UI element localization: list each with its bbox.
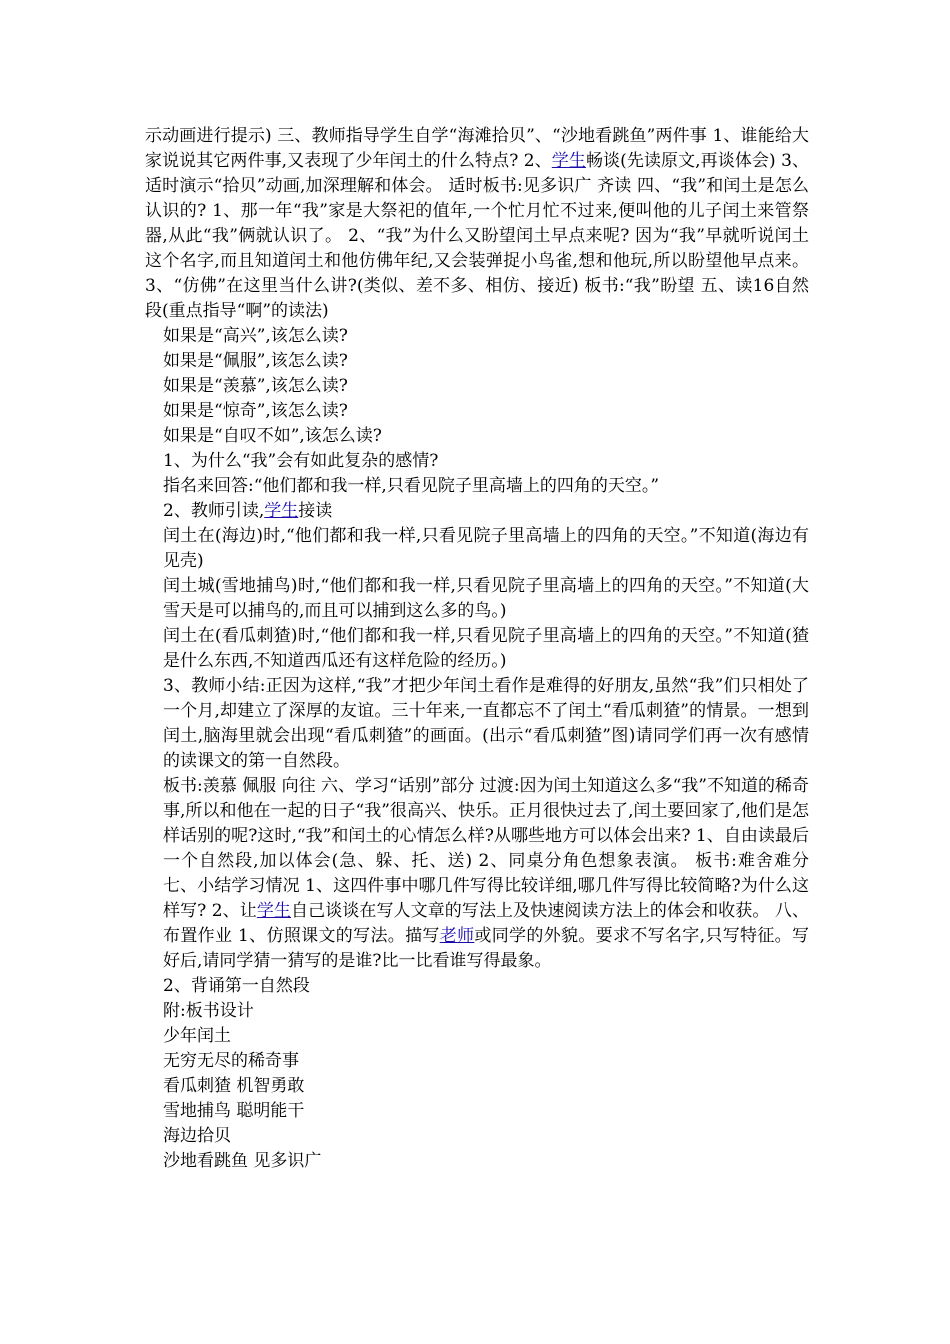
text-segment: 板书:羡慕 佩服 向往 六、学习“话别”部分 过渡:因为闰土知道这么多“我”不知道的稀奇事,所以和他在一起的日子“我”很高兴、快乐。正月很快过去了,闰土要回家了,他们是怎样话别的呢?这时,“我”和闰土的心情怎么样?从哪些地方可以体会出来? 1、自由读最后一个自然段,加以体会(急、躲、托、送) 2、同桌分角色想象表演。 板书:难舍难分 七、小结学习情况 1、这四件事中哪几件写得比较详细,哪几件写得比较简略?为什么这样写? 2、让 [163,776,809,921]
paragraph [145,524,809,574]
paragraph [145,999,809,1024]
paragraph [145,499,809,524]
paragraph [145,674,809,774]
paragraph [145,124,809,324]
text-segment: 自己谈谈在写人文章的写法上及快速阅读方法上的体会和收获。 八、布置作业 1、仿照课文的写法。描写 [163,901,809,946]
paragraph [145,1074,809,1099]
paragraph [145,349,809,374]
text-segment: 示动画进行提示) 三、教师指导学生自学“海滩拾贝”、“沙地看跳鱼”两件事 1、谁能给大家说说其它两件事,又表现了少年闰土的什么特点? 2、 [145,126,809,171]
text-segment: 如果是“惊奇”,该怎么读? [163,401,348,421]
paragraph [145,624,809,674]
text-segment: 如果是“羡慕”,该怎么读? [163,376,348,396]
inline-link[interactable]: 学生 [264,501,299,521]
text-segment: 雪地捕鸟 聪明能干 [163,1101,305,1121]
paragraph [145,374,809,399]
inline-link[interactable]: 老师 [439,926,475,946]
paragraph [145,974,809,999]
text-segment: 如果是“佩服”,该怎么读? [163,351,348,371]
paragraph [145,1049,809,1074]
paragraph [145,399,809,424]
text-segment: 畅谈(先读原文,再谈体会) 3、适时演示“拾贝”动画,加深理解和体会。 适时板书:见多识广 齐读 四、“我”和闰土是怎么认识的? 1、那一年“我”家是大祭祀的值年,一个忙月忙不过来,便叫他的儿子闰土来管祭器,从此“我”俩就认识了。 2、“我”为什么又盼望闰土早点来呢? 因为“我”早就听说闰土这个名字,而且知道闰土和他仿佛年纪,又会装弹捉小鸟雀,想和他玩,所以盼望他早点来。 3、“仿佛”在这里当什么讲?(类似、差不多、相仿、接近) 板书:“我”盼望 五、读16自然段(重点指导“啊”的读法) [145,151,810,321]
text-segment: 3、教师小结:正因为这样,“我”才把少年闰土看作是难得的好朋友,虽然“我”们只相处了一个月,却建立了深厚的友谊。三十年来,一直都忘不了闰土“看瓜刺猹”的情景。一想到闰土,脑海里就会出现“看瓜刺猹”的画面。(出示“看瓜刺猹”图)请同学们再一次有感情的读课文的第一自然段。 [163,676,809,771]
text-segment: 1、为什么“我”会有如此复杂的感情? [163,451,439,471]
paragraph [145,1099,809,1124]
text-segment: 闰土在(看瓜刺猹)时,“他们都和我一样,只看见院子里高墙上的四角的天空。”不知道(猹是什么东西,不知道西瓜还有这样危险的经历。) [163,626,809,671]
paragraph [145,574,809,624]
text-segment: 无穷无尽的稀奇事 [163,1051,299,1071]
text-segment: 接读 [298,501,333,521]
text-segment: 海边拾贝 [163,1126,231,1146]
paragraph [145,1149,809,1174]
text-segment: 少年闰土 [163,1026,231,1046]
text-segment: 2、背诵第一自然段 [163,976,310,996]
paragraph [145,774,809,974]
text-segment: 指名来回答:“他们都和我一样,只看见院子里高墙上的四角的天空。” [163,476,660,496]
paragraph [145,324,809,349]
text-segment: 闰土在(海边)时,“他们都和我一样,只看见院子里高墙上的四角的天空。”不知道(海边有见壳) [163,526,809,571]
text-segment: 闰土城(雪地捕鸟)时,“他们都和我一样,只看见院子里高墙上的四角的天空。”不知道(大雪天是可以捕鸟的,而且可以捕到这么多的鸟。) [163,576,809,621]
text-segment: 看瓜刺猹 机智勇敢 [163,1076,305,1096]
text-segment: 附:板书设计 [163,1001,254,1021]
paragraph [145,1024,809,1049]
text-segment: 如果是“自叹不如”,该怎么读? [163,426,382,446]
text-segment: 沙地看跳鱼 见多识广 [163,1151,322,1171]
paragraph [145,449,809,474]
paragraph [145,1124,809,1149]
paragraph [145,474,809,499]
paragraph [145,424,809,449]
text-segment: 或同学的外貌。要求不写名字,只写特征。写好后,请同学猜一猜写的是谁?比一比看谁写得最象。 [163,926,809,971]
inline-link[interactable]: 学生 [256,901,292,921]
document-body [145,124,809,1174]
text-segment: 如果是“高兴”,该怎么读? [163,326,348,346]
text-segment: 2、教师引读, [163,501,265,521]
inline-link[interactable]: 学生 [551,151,586,171]
